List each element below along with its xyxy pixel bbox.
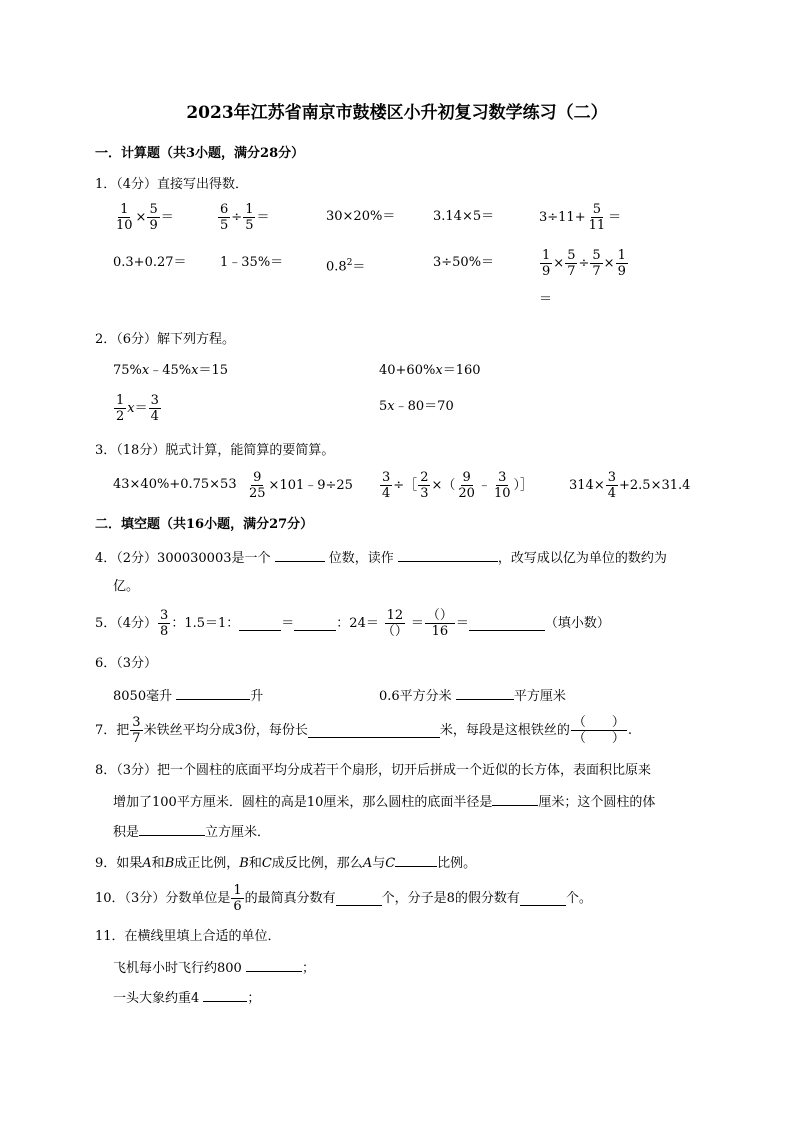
fraction: $\frac{3}{10}$ <box>493 470 511 501</box>
q3-expr-b: $\frac{9}{25}$ ×101﹣9÷25 <box>249 470 353 501</box>
question-10: 10．（3分）分数单位是 $\frac{1}{6}$ 的最简真分数有 个，分子是8的假分数有 个。 <box>95 883 592 914</box>
fraction: $\frac{3}{7}$ <box>132 715 141 746</box>
q1-expr-i: 3÷50%＝ <box>433 255 495 270</box>
question-11-stem: 11．在横线里填上合适的单位． <box>95 929 281 944</box>
q2-equation-1: 75%x﹣45%x＝15 <box>113 363 229 378</box>
fraction: $\frac{5}{9}$ <box>149 202 158 233</box>
question-8-line-1: 8．（3分）把一个圆柱的底面平均分成若干个扇形，切开后拼成一个近似的长方体，表面积比原来 <box>95 763 652 778</box>
section-heading-calculation: 一．计算题（共3小题，满分28分） <box>95 146 305 161</box>
fraction: $\frac{1}{5}$ <box>245 202 254 233</box>
question-3-stem: 3．（18分）脱式计算，能简算的要简算。 <box>95 443 335 458</box>
question-1-stem: 1．（4分）直接写出得数． <box>95 177 249 192</box>
q3-expr-d: 314× $\frac{3}{4}$ +2.5×31.4 <box>569 470 691 501</box>
fraction: $\frac{()}{16}$ <box>426 608 453 639</box>
answer-blank[interactable] <box>469 617 545 631</box>
q1-expr-a: $\frac{1}{10}$ × $\frac{5}{9}$ ＝ <box>116 202 174 233</box>
q2-equation-3: $\frac{1}{2}$ x ＝ $\frac{3}{4}$ <box>116 393 159 424</box>
fraction: $\frac{5}{11}$ <box>588 202 606 233</box>
answer-blank[interactable] <box>176 686 250 700</box>
page-title: 2023年江苏省南京市鼓楼区小升初复习数学练习（二） <box>186 103 608 123</box>
fraction: $\frac{5}{7}$ <box>592 248 601 279</box>
fraction: $\frac{6}{5}$ <box>220 202 229 233</box>
fraction: $\frac{12}{()}$ <box>381 608 408 639</box>
fraction: $\frac{1}{10}$ <box>116 202 133 233</box>
fraction: $\frac{9}{20}$ <box>458 470 475 501</box>
q1-expr-b: $\frac{6}{5}$ ÷ $\frac{1}{5}$ ＝ <box>220 202 270 233</box>
answer-blank[interactable] <box>275 548 325 562</box>
answer-blank[interactable] <box>294 617 336 631</box>
q2-equation-4: 5x﹣80＝70 <box>379 399 454 414</box>
answer-blank[interactable] <box>139 822 205 836</box>
question-4-line-1: 4．（2分）300030003是一个 位数，读作 ，改写成以亿为单位的数约为 <box>95 548 667 568</box>
q1-expr-g: 1﹣35%＝ <box>220 255 284 270</box>
answer-blank[interactable] <box>492 792 538 806</box>
answer-blank[interactable] <box>456 686 514 700</box>
answer-blank[interactable] <box>395 853 437 867</box>
q1-expr-c: 30×20%＝ <box>326 209 396 224</box>
q1-expr-j: $\frac{1}{9}$ × $\frac{5}{7}$ ÷ $\frac{5}{7}$ × $\frac{1}{9}$ <box>542 248 626 279</box>
section-heading-fill-in: 二．填空题（共16小题，满分27分） <box>95 517 314 532</box>
question-6-stem: 6．（3分） <box>95 656 158 671</box>
q6-item-a: 8050毫升 升 <box>113 686 263 706</box>
fraction: $\frac{5}{7}$ <box>567 248 576 279</box>
question-9: 9．如果A和B成正比例，B和C成反比例，那么A与C 比例。 <box>95 853 476 873</box>
fraction-blank[interactable]: $\frac{( )}{( )}$ <box>572 715 625 746</box>
q3-expr-c: $\frac{3}{4}$ ÷［ $\frac{2}{3}$ ×（ $\frac{9}{20}$ ﹣ $\frac{3}{10}$ ）］ <box>382 470 533 501</box>
q1-expr-f: 0.3+0.27＝ <box>113 255 187 270</box>
answer-blank[interactable] <box>239 617 281 631</box>
q1-expr-h: $0.8^2=$ <box>326 258 366 275</box>
q11-item-2: 一头大象约重4 ； <box>113 988 260 1008</box>
question-8-line-2: 增加了100平方厘米．圆柱的高是10厘米，那么圆柱的底面半径是 厘米；这个圆柱的体 <box>113 792 655 812</box>
q6-item-b: 0.6平方分米 平方厘米 <box>379 686 566 706</box>
fraction: $\frac{2}{3}$ <box>420 470 429 501</box>
answer-blank[interactable] <box>336 892 382 906</box>
fraction: $\frac{3}{4}$ <box>382 470 391 501</box>
question-7: 7．把 $\frac{3}{7}$ 米铁丝平均分成3份，每份长 米，每段是这根铁丝的 $\frac{( )}{( )}$ . <box>95 715 633 746</box>
answer-blank[interactable] <box>246 958 302 972</box>
q11-item-1: 飞机每小时飞行约800 ； <box>113 958 315 978</box>
fraction: $\frac{3}{4}$ <box>150 393 159 424</box>
fraction: $\frac{1}{6}$ <box>233 883 242 914</box>
answer-blank[interactable] <box>398 548 498 562</box>
answer-blank[interactable] <box>203 988 247 1002</box>
question-8-line-3: 积是 立方厘米． <box>113 822 270 842</box>
q1-expr-d: 3.14×5＝ <box>433 209 495 224</box>
q3-expr-a: 43×40%+0.75×53 <box>113 477 237 492</box>
fraction: $\frac{1}{9}$ <box>542 248 551 279</box>
fraction: $\frac{3}{4}$ <box>607 470 616 501</box>
q1-expr-e: 3÷11+ $\frac{5}{11}$ ＝ <box>539 202 622 233</box>
question-4-line-2: 亿。 <box>113 579 140 594</box>
fraction: $\frac{3}{8}$ <box>160 608 169 639</box>
q1-expr-j-equals: ＝ <box>539 292 553 307</box>
fraction: $\frac{1}{2}$ <box>116 393 125 424</box>
fraction: $\frac{9}{25}$ <box>249 470 266 501</box>
fraction: $\frac{1}{9}$ <box>617 248 626 279</box>
q2-equation-2: 40+60%x＝160 <box>379 363 481 378</box>
question-5: 5．（4分） $\frac{3}{8}$ ：1.5＝1： ＝ ：24＝ $\frac{12}{()}$ ＝ $\frac{()}{16}$ ＝ （填小数） <box>95 608 610 639</box>
answer-blank[interactable] <box>308 724 440 738</box>
question-2-stem: 2．（6分）解下列方程。 <box>95 332 236 347</box>
answer-blank[interactable] <box>520 892 566 906</box>
